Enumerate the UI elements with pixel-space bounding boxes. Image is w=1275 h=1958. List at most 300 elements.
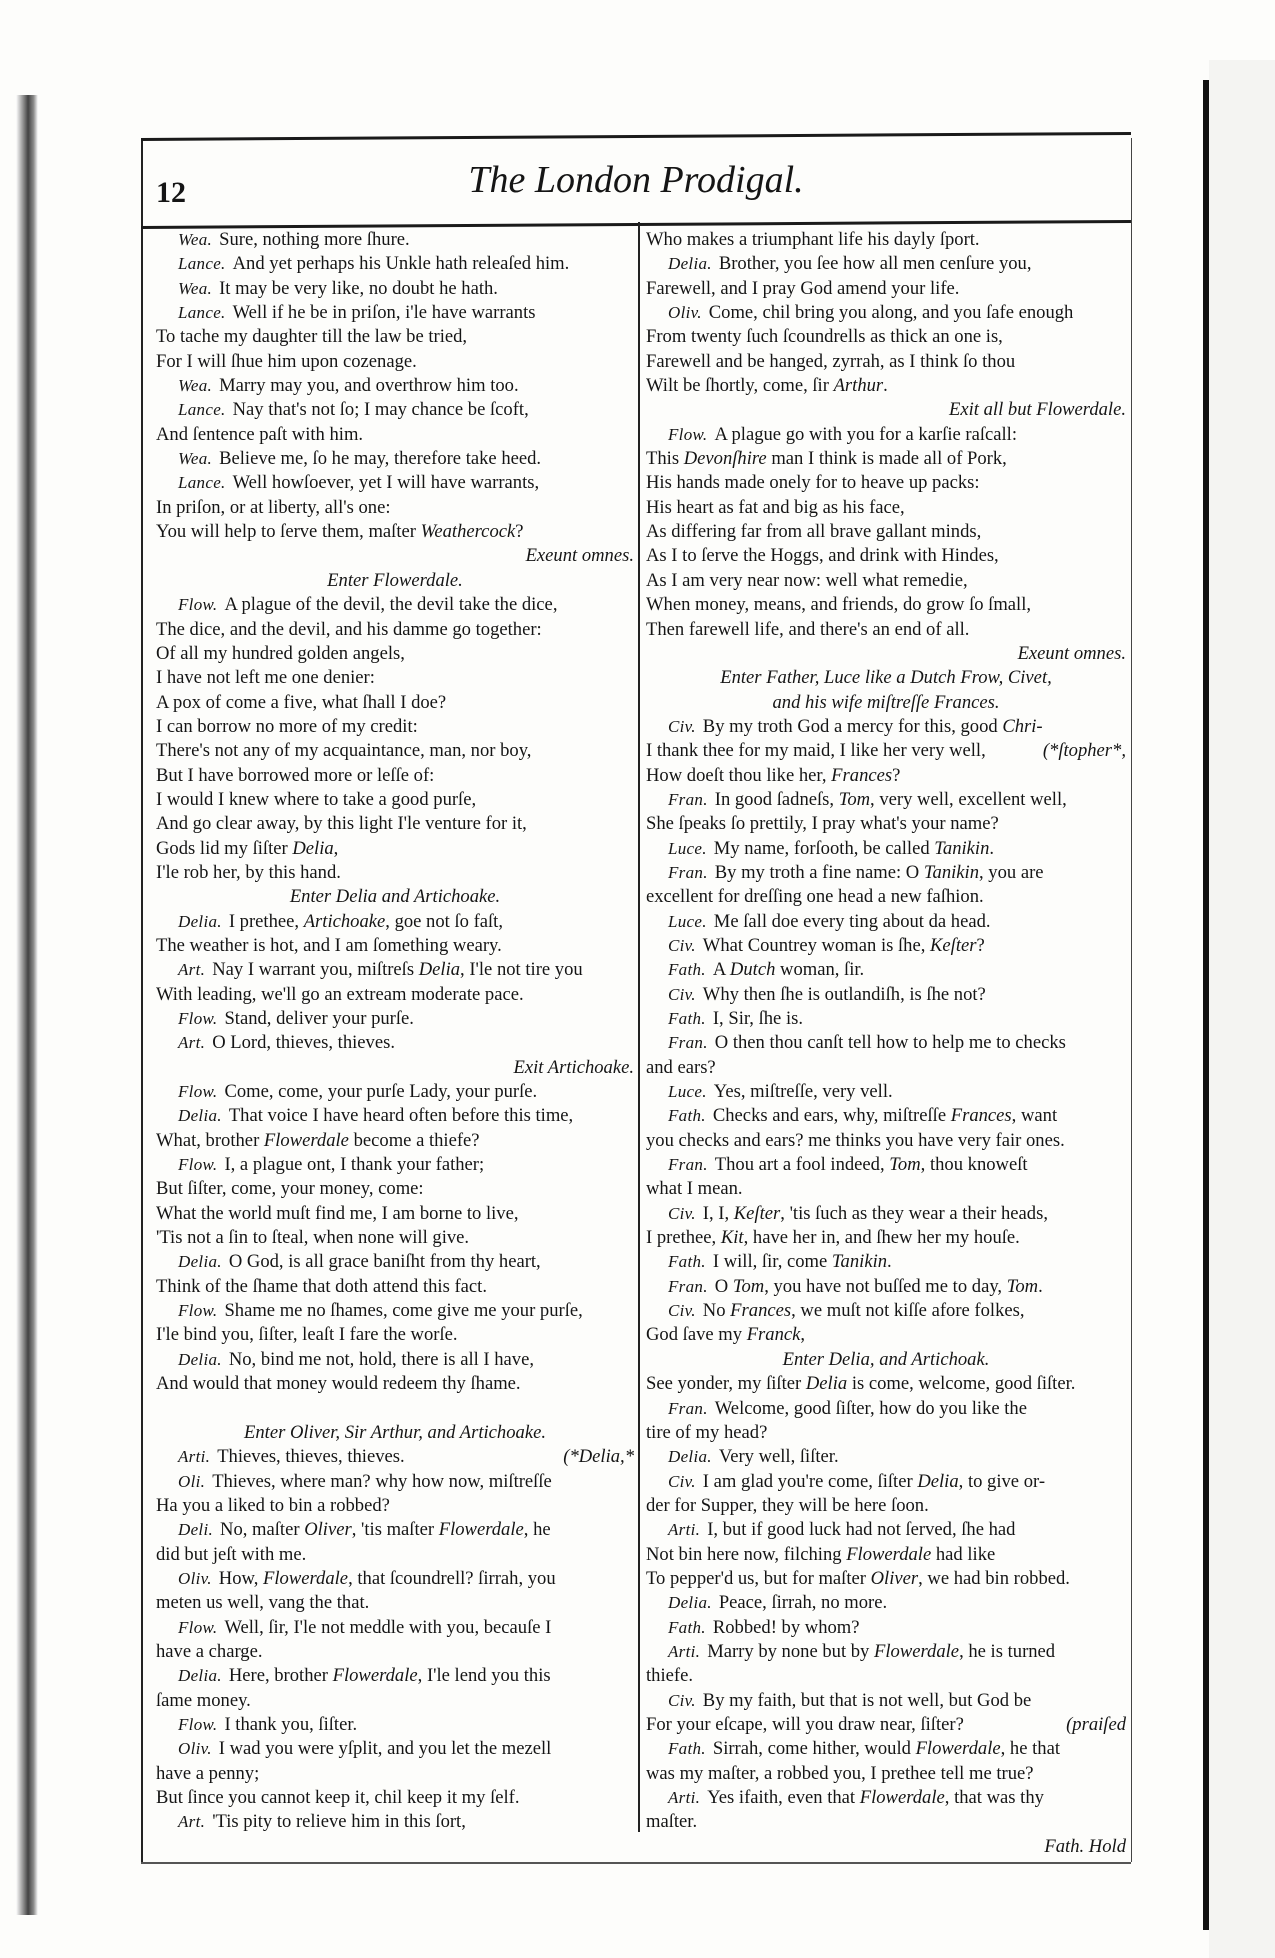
verse-line — [156, 1275, 634, 1299]
line-text: Checks and ears, why, miſtreſſe Frances, want — [712, 1105, 1058, 1127]
speech-line — [646, 1640, 1126, 1664]
line-text: I'le bind you, ſiſter, leaſt I fare the worſe. — [156, 1324, 458, 1346]
line-text: I'le rob her, by this hand. — [156, 861, 341, 883]
line-text: Marry by none but by Flowerdale, he is turned — [707, 1640, 1056, 1662]
speech-line — [156, 1616, 634, 1640]
speech-line — [156, 398, 634, 422]
speaker-name: Flow. — [178, 1301, 218, 1321]
speaker-name: Lance. — [178, 303, 226, 323]
line-text: I, a plague ont, I thank your father; — [224, 1154, 485, 1176]
speaker-name: Fath. — [668, 1252, 706, 1272]
verse-line — [646, 1323, 1126, 1347]
line-text: It may be very like, no doubt he hath. — [219, 277, 498, 299]
speech-line — [646, 861, 1126, 885]
line-text: Exit Artichoake. — [513, 1056, 634, 1078]
line-text: As I am very near now: well what remedie, — [646, 569, 968, 591]
speaker-name: Delia. — [178, 1106, 222, 1126]
speech-line — [156, 1445, 634, 1469]
line-text: Of all my hundred golden angels, — [156, 642, 405, 664]
speech-line — [156, 1470, 634, 1494]
speaker-name: Flow. — [668, 424, 708, 444]
verse-line — [646, 325, 1126, 349]
speaker-name: Fath. — [668, 1739, 706, 1759]
line-text: was my maſter, a robbed you, I prethee tell me true? — [646, 1762, 1034, 1784]
line-text: Thieves, where man? why how now, miſtreſſe — [212, 1470, 552, 1492]
verse-line — [156, 350, 634, 374]
speaker-name: Oliv. — [668, 303, 702, 323]
speaker-name: Fran. — [668, 1155, 708, 1175]
speaker-name: Flow. — [178, 595, 218, 615]
verse-line — [156, 1543, 634, 1567]
line-text: His heart as fat and big as his face, — [646, 496, 905, 518]
verse-line — [156, 1129, 634, 1153]
verse-line — [156, 1689, 634, 1713]
speech-line — [646, 1689, 1126, 1713]
line-text: tire of my head? — [646, 1421, 768, 1443]
line-text: Stand, deliver your purſe. — [224, 1008, 414, 1029]
line-text: Thieves, thieves, thieves. — [217, 1446, 405, 1468]
line-text: By my troth a fine name: O Tanikin, you are — [714, 861, 1044, 883]
line-text: I, Sir, ſhe is. — [712, 1008, 804, 1029]
line-text: What Countrey woman is ſhe, Keſter? — [702, 934, 985, 956]
adjacent-page-edge — [1209, 60, 1275, 1958]
speech-line — [156, 958, 634, 982]
speech-line — [156, 1348, 634, 1372]
speaker-name: Civ. — [668, 1471, 696, 1491]
line-text: Farewell, and I pray God amend your life. — [646, 277, 960, 299]
speech-line — [646, 1031, 1126, 1055]
line-text: Enter Oliver, Sir Arthur, and Artichoake. — [244, 1421, 546, 1443]
line-text: What, brother Flowerdale become a thiefe? — [156, 1129, 480, 1151]
line-text: Brother, you ſee how all men cenſure you, — [718, 253, 1032, 275]
speech-line — [156, 593, 634, 617]
verse-line — [156, 1177, 634, 1201]
speaker-name: Fath. — [668, 1009, 706, 1028]
speaker-name: Civ. — [668, 1301, 696, 1321]
stage-direction — [646, 398, 1126, 422]
speech-line — [646, 1591, 1126, 1615]
verse-line — [156, 423, 634, 447]
speaker-name: Luce. — [668, 838, 707, 858]
line-text: I prethee, Kit, have her in, and ſhew her my houſe. — [646, 1227, 1020, 1249]
line-text: For your eſcape, will you draw near, ſiſter? — [646, 1713, 964, 1735]
speaker-name: Fran. — [668, 862, 708, 882]
line-text: Enter Flowerdale. — [327, 569, 463, 591]
line-text: Exeunt omnes. — [525, 545, 634, 567]
left-column — [156, 228, 634, 1835]
speech-line — [156, 1810, 634, 1834]
line-text: have a penny; — [156, 1762, 260, 1784]
speaker-name: Lance. — [178, 473, 226, 493]
speaker-name: Art. — [178, 1812, 206, 1832]
line-text: I will, ſir, come Tanikin. — [712, 1251, 892, 1273]
line-text: I wad you were yſplit, and you let the mezell — [218, 1738, 552, 1760]
speaker-name: Lance. — [178, 254, 226, 274]
verse-line — [646, 228, 1126, 252]
verse-line — [646, 739, 1126, 763]
line-text: maſter. — [646, 1811, 698, 1833]
turnover-fragment: (*Delia,* — [563, 1446, 634, 1468]
verse-line — [646, 447, 1126, 471]
line-text: God ſave my Franck, — [646, 1324, 806, 1346]
line-text: Marry may you, and overthrow him too. — [219, 375, 519, 397]
speech-line — [646, 1153, 1126, 1177]
speech-line — [646, 1275, 1126, 1299]
line-text: Who makes a triumphant life his dayly ſport. — [646, 229, 980, 250]
verse-line — [646, 496, 1126, 520]
speaker-name: Flow. — [178, 1082, 218, 1102]
speaker-name: Lance. — [178, 400, 226, 420]
speaker-name: Wea. — [178, 278, 213, 298]
line-text: No, maſter Oliver, 'tis maſter Flowerdale, he — [220, 1519, 551, 1541]
verse-line — [156, 715, 634, 739]
speaker-name: Fran. — [668, 789, 708, 809]
verse-line — [156, 1323, 634, 1347]
verse-line — [156, 691, 634, 715]
speaker-name: Civ. — [668, 1690, 696, 1710]
speaker-name: Delia. — [178, 1349, 222, 1369]
line-text: excellent for dreſſing one head a new faſhion. — [646, 886, 984, 908]
line-text: what I mean. — [646, 1178, 743, 1200]
stage-direction — [156, 1056, 634, 1080]
turnover-fragment: (praiſed — [1066, 1713, 1126, 1735]
verse-line — [646, 471, 1126, 495]
speaker-name: Delia. — [668, 1447, 712, 1467]
line-text: Sure, nothing more ſhure. — [219, 229, 410, 250]
line-text: In priſon, or at liberty, all's one: — [156, 496, 391, 518]
verse-line — [156, 1640, 634, 1664]
verse-line — [156, 1202, 634, 1226]
line-text: From twenty ſuch ſcoundrells as thick an one is, — [646, 326, 1003, 348]
verse-line — [156, 788, 634, 812]
speech-line — [156, 1031, 634, 1055]
line-text: Peace, ſirrah, no more. — [718, 1592, 888, 1614]
line-text: That voice I have heard often before this time, — [228, 1105, 574, 1127]
line-text: To tache my daughter till the law be tried, — [156, 326, 468, 348]
speech-line — [156, 1080, 634, 1104]
stage-direction — [646, 1835, 1126, 1859]
line-text: No, bind me not, hold, there is all I have, — [228, 1348, 535, 1370]
speech-line — [646, 1299, 1126, 1323]
line-text: Farewell and be hanged, zyrrah, as I think ſo thou — [646, 350, 1016, 372]
speech-line — [646, 715, 1126, 739]
line-text: My name, forſooth, be called Tanikin. — [713, 837, 995, 859]
verse-line — [646, 593, 1126, 617]
speech-line — [646, 1397, 1126, 1421]
line-text: A pox of come a five, what ſhall I doe? — [156, 691, 447, 713]
speaker-name: Fran. — [668, 1276, 708, 1296]
verse-line — [646, 1762, 1126, 1786]
verse-line — [646, 374, 1126, 398]
speech-line — [156, 374, 634, 398]
right-column — [646, 228, 1126, 1859]
speaker-name: Civ. — [668, 716, 696, 736]
line-text: I can borrow no more of my credit: — [156, 715, 418, 737]
verse-line — [156, 1494, 634, 1518]
line-text: I have not left me one denier: — [156, 667, 375, 689]
line-text: The dice, and the devil, and his damme go together: — [156, 618, 542, 640]
stage-direction — [156, 544, 634, 568]
line-text: I thank you, ſiſter. — [224, 1713, 358, 1735]
verse-line — [156, 837, 634, 861]
line-text: How, Flowerdale, that ſcoundrell? ſirrah, you — [218, 1567, 556, 1589]
page-number: 12 — [156, 176, 186, 209]
speech-line — [646, 983, 1126, 1007]
speaker-name: Delia. — [178, 911, 222, 931]
verse-line — [646, 764, 1126, 788]
line-text: Believe me, ſo he may, therefore take heed. — [219, 448, 542, 470]
verse-line — [156, 325, 634, 349]
verse-line — [646, 1664, 1126, 1688]
verse-line — [156, 496, 634, 520]
verse-line — [646, 885, 1126, 909]
line-text: For I will ſhue him upon cozenage. — [156, 350, 417, 372]
verse-line — [646, 520, 1126, 544]
verse-line — [156, 1397, 634, 1421]
stage-direction — [646, 642, 1126, 666]
verse-line — [156, 934, 634, 958]
speaker-name: Fath. — [668, 1106, 706, 1126]
speech-line — [156, 1104, 634, 1128]
speech-line — [646, 1518, 1126, 1542]
line-text: To pepper'd us, but for maſter Oliver, we had bin robbed. — [646, 1567, 1070, 1589]
verse-line — [156, 1372, 634, 1396]
line-text: See yonder, my ſiſter Delia is come, welcome, good ſiſter. — [646, 1373, 1076, 1395]
line-text: 'Tis not a ſin to ſteal, when none will give. — [156, 1227, 470, 1249]
speech-line — [156, 1250, 634, 1274]
speaker-name: Civ. — [668, 984, 696, 1004]
stage-direction — [646, 1348, 1126, 1372]
verse-line — [646, 1567, 1126, 1591]
speech-line — [156, 277, 634, 301]
verse-line — [156, 520, 634, 544]
verse-line — [646, 812, 1126, 836]
line-text: Shame me no ſhames, come give me your purſe, — [224, 1300, 583, 1322]
verse-line — [646, 1421, 1126, 1445]
line-text: O Tom, you have not buſſed me to day, Tom. — [714, 1275, 1043, 1297]
turnover-fragment: (*ſtopher*, — [1042, 740, 1126, 762]
verse-line — [646, 569, 1126, 593]
line-text: No Frances, we muſt not kiſſe afore folkes, — [702, 1300, 1025, 1322]
line-text: Well howſoever, yet I will have warrants, — [232, 472, 540, 494]
line-text: By my troth God a mercy for this, good Chri- — [702, 715, 1043, 737]
verse-line — [156, 861, 634, 885]
verse-line — [156, 642, 634, 666]
line-text: der for Supper, they will be here ſoon. — [646, 1494, 929, 1516]
verse-line — [156, 1226, 634, 1250]
line-text: Think of the ſhame that doth attend this fact. — [156, 1275, 487, 1297]
verse-line — [156, 739, 634, 763]
speaker-name: Civ. — [668, 1203, 696, 1223]
speech-line — [156, 1007, 634, 1031]
speaker-name: Oli. — [178, 1471, 206, 1491]
line-text: O God, is all grace baniſht from thy heart, — [228, 1251, 541, 1273]
verse-line — [646, 1810, 1126, 1834]
speech-line — [646, 1007, 1126, 1031]
line-text: A Dutch woman, ſir. — [712, 959, 865, 981]
line-text: thiefe. — [646, 1665, 693, 1687]
speech-line — [156, 228, 634, 252]
verse-line — [646, 1494, 1126, 1518]
line-text: Robbed! by whom? — [712, 1616, 860, 1638]
speech-line — [646, 1786, 1126, 1810]
speech-line — [646, 1470, 1126, 1494]
line-text: have a charge. — [156, 1640, 263, 1662]
line-text: ſame money. — [156, 1689, 251, 1711]
verse-line — [156, 812, 634, 836]
verse-line — [646, 544, 1126, 568]
adjacent-page-border — [1203, 80, 1209, 1930]
line-text: Me ſall doe every ting about da head. — [713, 910, 991, 932]
line-text: O Lord, thieves, thieves. — [212, 1032, 395, 1054]
line-text: Wilt be ſhortly, come, ſir Arthur. — [646, 375, 888, 397]
speech-line — [156, 910, 634, 934]
speaker-name: Civ. — [668, 935, 696, 955]
speech-line — [646, 1445, 1126, 1469]
line-text: But I have borrowed more or leſſe of: — [156, 764, 435, 786]
line-text: I, I, Keſter, 'tis ſuch as they wear a their heads, — [702, 1202, 1048, 1224]
speaker-name: Wea. — [178, 376, 213, 396]
line-text: Enter Delia and Artichoake. — [289, 886, 501, 908]
line-text: But ſiſter, come, your money, come: — [156, 1178, 424, 1200]
speaker-name: Arti. — [178, 1447, 211, 1467]
book-gutter-shadow — [16, 95, 38, 1915]
line-text: you checks and ears? me thinks you have very fair ones. — [646, 1129, 1065, 1151]
speech-line — [156, 1713, 634, 1737]
line-text: You will help to ſerve them, maſter Weathercock? — [156, 521, 524, 543]
verse-line — [646, 1056, 1126, 1080]
line-text: Come, come, your purſe Lady, your purſe. — [224, 1081, 538, 1103]
speaker-name: Art. — [178, 1033, 206, 1053]
speech-line — [646, 788, 1126, 812]
line-text: Sirrah, come hither, would Flowerdale, he that — [712, 1738, 1061, 1760]
speaker-name: Wea. — [178, 230, 213, 249]
speaker-name: Wea. — [178, 449, 213, 469]
speaker-name: Oliv. — [178, 1739, 212, 1759]
speech-line — [646, 252, 1126, 276]
speech-line — [156, 252, 634, 276]
page-bottom-rule — [141, 1862, 1131, 1864]
speech-line — [646, 1616, 1126, 1640]
speech-line — [156, 471, 634, 495]
verse-line — [646, 1543, 1126, 1567]
speech-line — [646, 1202, 1126, 1226]
line-text: And go clear away, by this light I'le venture for it, — [156, 813, 527, 835]
line-text: What the world muſt find me, I am borne to live, — [156, 1202, 519, 1224]
verse-line — [156, 764, 634, 788]
verse-line — [646, 618, 1126, 642]
speech-line — [156, 1299, 634, 1323]
line-text: Here, brother Flowerdale, I'le lend you this — [228, 1665, 551, 1687]
line-text: Nay that's not ſo; I may chance be ſcoft, — [232, 399, 529, 421]
line-text: Ha you a liked to bin a robbed? — [156, 1494, 390, 1516]
line-text: There's not any of my acquaintance, man, nor boy, — [156, 740, 532, 762]
verse-line — [646, 1226, 1126, 1250]
verse-line — [156, 618, 634, 642]
line-text: meten us well, vang the that. — [156, 1592, 370, 1614]
line-text: As differing far from all brave gallant minds, — [646, 521, 982, 543]
line-text: I, but if good luck had not ſerved, ſhe had — [707, 1519, 1016, 1541]
speaker-name: Flow. — [178, 1155, 218, 1175]
speaker-name: Arti. — [668, 1641, 701, 1661]
line-text: Welcome, good ſiſter, how do you like the — [714, 1397, 1027, 1419]
line-text: Fath. Hold — [1044, 1835, 1126, 1857]
speaker-name: Delia. — [668, 1593, 712, 1613]
line-text: and ears? — [646, 1056, 716, 1078]
line-text: I prethee, Artichoake, goe not ſo faſt, — [228, 910, 504, 932]
stage-direction — [156, 1421, 634, 1445]
speech-line — [646, 1250, 1126, 1274]
line-text: When money, means, and friends, do grow ſo ſmall, — [646, 594, 1032, 616]
line-text: She ſpeaks ſo prettily, I pray what's your name? — [646, 813, 999, 835]
speech-line — [646, 958, 1126, 982]
line-text: By my faith, but that is not well, but God be — [702, 1689, 1032, 1711]
line-text: Enter Delia, and Artichoak. — [782, 1348, 990, 1370]
speech-line — [646, 1080, 1126, 1104]
line-text: A plague of the devil, the devil take the dice, — [224, 594, 558, 616]
line-text: Yes ifaith, even that Flowerdale, that was thy — [707, 1787, 1044, 1808]
verse-line — [156, 666, 634, 690]
speaker-name: Flow. — [178, 1714, 218, 1734]
running-title: The London Prodigal. — [468, 159, 804, 201]
speech-line — [156, 1153, 634, 1177]
line-text: Very well, ſiſter. — [718, 1446, 839, 1468]
stage-direction — [156, 885, 634, 909]
line-text: And ſentence paſt with him. — [156, 423, 364, 445]
speech-line — [646, 837, 1126, 861]
line-text: O then thou canſt tell how to help me to checks — [714, 1032, 1066, 1054]
speaker-name: Delia. — [178, 1666, 222, 1686]
line-text: Not bin here now, filching Flowerdale had like — [646, 1543, 996, 1565]
line-text: And would that money would redeem thy ſhame. — [156, 1373, 521, 1395]
verse-line — [646, 1713, 1126, 1737]
line-text: Exit all but Flowerdale. — [949, 399, 1126, 421]
speaker-name: Deli. — [178, 1520, 214, 1540]
speaker-name: Fran. — [668, 1398, 708, 1418]
line-text: Well, ſir, I'le not meddle with you, becauſe I — [224, 1616, 552, 1638]
verse-line — [646, 1177, 1126, 1201]
speaker-name: Luce. — [668, 911, 707, 931]
speaker-name: Art. — [178, 960, 206, 980]
speaker-name: Oliv. — [178, 1568, 212, 1588]
line-text: With leading, we'll go an extream moderate pace. — [156, 983, 524, 1005]
speech-line — [646, 1104, 1126, 1128]
line-text: Why then ſhe is outlandiſh, is ſhe not? — [702, 983, 986, 1005]
line-text: did but jeſt with me. — [156, 1543, 307, 1565]
speech-line — [646, 423, 1126, 447]
speech-line — [646, 301, 1126, 325]
line-text: Exeunt omnes. — [1017, 642, 1126, 664]
verse-line — [156, 1591, 634, 1615]
stage-direction — [646, 666, 1126, 690]
line-text: Nay I warrant you, miſtreſs Delia, I'le not tire you — [212, 959, 583, 981]
speaker-name: Delia. — [668, 254, 712, 274]
line-text: The weather is hot, and I am ſomething weary. — [156, 934, 502, 956]
speech-line — [156, 301, 634, 325]
line-text: Thou art a fool indeed, Tom, thou knoweſt — [714, 1154, 1028, 1176]
speech-line — [646, 1737, 1126, 1761]
speech-line — [156, 1737, 634, 1761]
speaker-name: Arti. — [668, 1788, 701, 1807]
line-text: Enter Father, Luce like a Dutch Frow, Civet, — [720, 667, 1052, 689]
line-text: A plague go with you for a karſie raſcall: — [714, 423, 1018, 445]
speaker-name: Fath. — [668, 960, 706, 980]
speech-line — [156, 1664, 634, 1688]
speaker-name: Flow. — [178, 1617, 218, 1637]
speaker-name: Luce. — [668, 1082, 707, 1102]
line-text: How doeſt thou like her, Frances? — [646, 764, 901, 786]
speaker-name: Arti. — [668, 1520, 701, 1540]
